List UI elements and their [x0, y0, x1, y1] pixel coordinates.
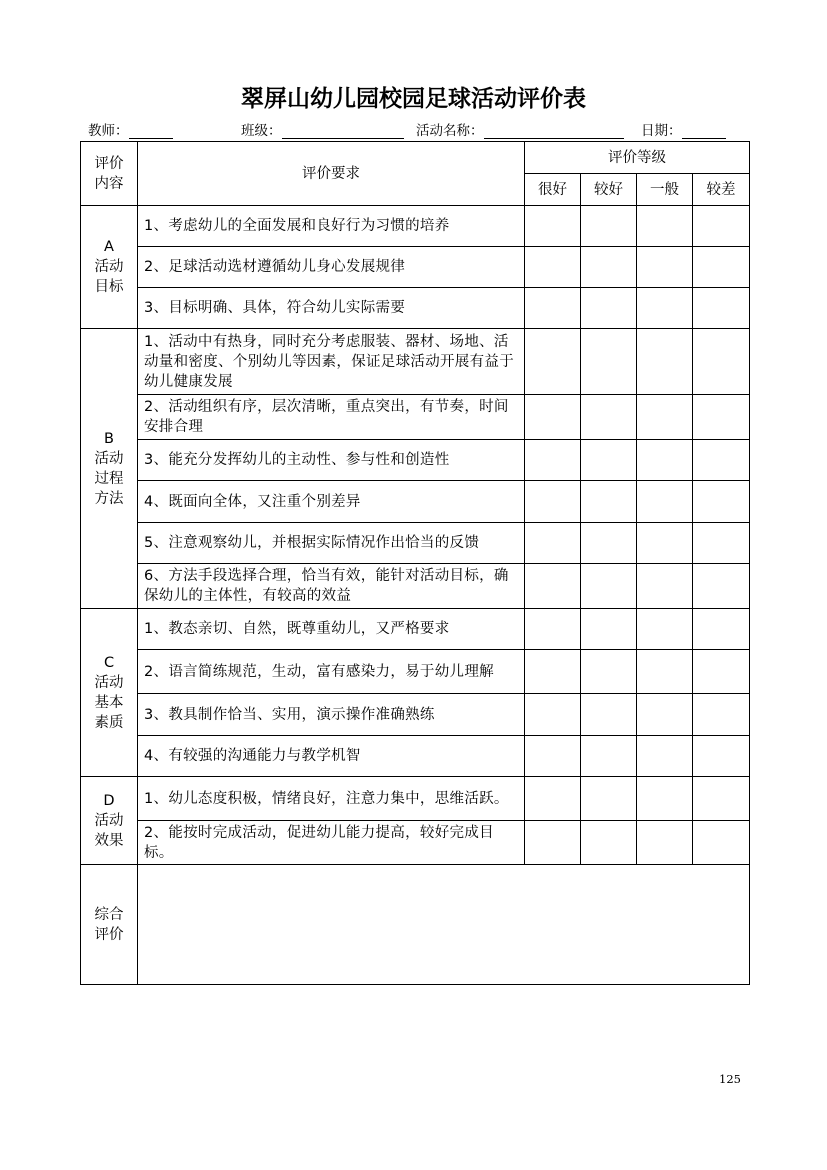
summary-label: [81, 865, 138, 985]
teacher-blank[interactable]: [129, 123, 173, 139]
grade-cell[interactable]: [581, 440, 637, 481]
grade-cell[interactable]: [525, 329, 581, 395]
grade-header-average: 一般: [637, 174, 693, 206]
grade-cell[interactable]: [693, 821, 750, 865]
grade-cell[interactable]: [581, 821, 637, 865]
table-row: [81, 329, 750, 395]
table-row: [81, 821, 750, 865]
grade-cell[interactable]: [693, 206, 750, 247]
activity-blank[interactable]: [484, 123, 624, 139]
teacher-label: 教师：: [88, 123, 129, 139]
class-blank[interactable]: [282, 123, 404, 139]
activity-field[interactable]: [416, 119, 624, 139]
grade-cell[interactable]: [637, 481, 693, 523]
header-requirement-cell: 评价要求: [138, 142, 525, 206]
class-label: 班级：: [241, 123, 282, 139]
section-b-label: [81, 329, 138, 609]
requirement-text: 2、语言简练规范，生动，富有感染力，易于幼儿理解: [138, 650, 525, 694]
class-field[interactable]: [241, 119, 404, 139]
section-label-line: 效果: [94, 832, 124, 849]
evaluation-table: [80, 141, 750, 985]
table-row: [81, 865, 750, 985]
grade-cell[interactable]: [525, 395, 581, 440]
requirement-text: 2、活动组织有序，层次清晰，重点突出，有节奏，时间安排合理: [138, 395, 525, 440]
grade-cell[interactable]: [637, 395, 693, 440]
grade-cell[interactable]: [637, 736, 693, 777]
summary-input-area[interactable]: [138, 865, 750, 985]
grade-cell[interactable]: [693, 288, 750, 329]
activity-label: 活动名称：: [416, 123, 484, 139]
grade-cell[interactable]: [637, 523, 693, 564]
section-label-line: D: [103, 792, 115, 809]
requirement-text: 5、注意观察幼儿，并根据实际情况作出恰当的反馈: [138, 523, 525, 564]
page-number: 125: [719, 1072, 741, 1086]
requirement-text: 1、幼儿态度积极，情绪良好，注意力集中，思维活跃。: [138, 777, 525, 821]
header-content-line: 内容: [94, 175, 124, 192]
requirement-text: 3、目标明确、具体，符合幼儿实际需要: [138, 288, 525, 329]
date-blank[interactable]: [682, 123, 726, 139]
grade-cell[interactable]: [581, 329, 637, 395]
grade-header-poor: 较差: [693, 174, 750, 206]
grade-cell[interactable]: [525, 609, 581, 650]
grade-cell[interactable]: [581, 206, 637, 247]
grade-cell[interactable]: [637, 288, 693, 329]
section-label-line: 活动: [94, 812, 124, 829]
table-row: [81, 523, 750, 564]
table-row: [81, 395, 750, 440]
table-row: [81, 650, 750, 694]
section-d-label: [81, 777, 138, 865]
grade-cell[interactable]: [581, 247, 637, 288]
grade-cell[interactable]: [693, 247, 750, 288]
requirement-text: 6、方法手段选择合理，恰当有效，能针对活动目标，确保幼儿的主体性，有较高的效益: [138, 564, 525, 609]
grade-cell[interactable]: [637, 440, 693, 481]
section-label-line: 过程: [94, 470, 124, 487]
grade-cell[interactable]: [693, 395, 750, 440]
section-label-line: 素质: [94, 714, 124, 731]
section-label-line: 基本: [94, 694, 124, 711]
grade-cell[interactable]: [581, 777, 637, 821]
grade-cell[interactable]: [693, 481, 750, 523]
grade-cell[interactable]: [693, 564, 750, 609]
requirement-text: 3、教具制作恰当、实用，演示操作准确熟练: [138, 694, 525, 736]
grade-cell[interactable]: [637, 247, 693, 288]
grade-cell[interactable]: [525, 523, 581, 564]
grade-cell[interactable]: [693, 440, 750, 481]
grade-cell[interactable]: [525, 564, 581, 609]
grade-cell[interactable]: [637, 206, 693, 247]
header-content-line: 评价: [94, 155, 124, 172]
grade-cell[interactable]: [637, 609, 693, 650]
grade-cell[interactable]: [637, 650, 693, 694]
table-row: [81, 440, 750, 481]
teacher-field[interactable]: [88, 119, 173, 139]
grade-cell[interactable]: [525, 821, 581, 865]
table-row: [81, 481, 750, 523]
table-row: [81, 694, 750, 736]
header-grade-cell: 评价等级: [525, 142, 750, 174]
table-row: [81, 564, 750, 609]
section-label-line: 活动: [94, 674, 124, 691]
grade-cell[interactable]: [693, 736, 750, 777]
grade-cell[interactable]: [581, 564, 637, 609]
grade-cell[interactable]: [581, 523, 637, 564]
requirement-text: 1、活动中有热身，同时充分考虑服装、器材、场地、活动量和密度、个别幼儿等因素，保证足球活动开展有益于幼儿健康发展: [138, 329, 525, 395]
page-title: 翠屏山幼儿园校园足球活动评价表: [241, 86, 586, 112]
grade-cell[interactable]: [581, 736, 637, 777]
section-a-label: [81, 206, 138, 329]
grade-cell[interactable]: [693, 694, 750, 736]
header-content-cell: [81, 142, 138, 206]
grade-cell[interactable]: [637, 777, 693, 821]
table-row: [81, 736, 750, 777]
date-label: 日期：: [641, 123, 682, 139]
table-row: [81, 609, 750, 650]
grade-cell[interactable]: [637, 564, 693, 609]
grade-cell[interactable]: [525, 288, 581, 329]
requirement-text: 2、能按时完成活动，促进幼儿能力提高，较好完成目标。: [138, 821, 525, 865]
summary-label-line: 综合: [94, 906, 124, 923]
grade-cell[interactable]: [525, 206, 581, 247]
grade-cell[interactable]: [581, 650, 637, 694]
date-field[interactable]: [641, 119, 726, 139]
grade-cell[interactable]: [581, 609, 637, 650]
grade-cell[interactable]: [525, 694, 581, 736]
grade-cell[interactable]: [693, 329, 750, 395]
summary-label-line: 评价: [94, 926, 124, 943]
table-row: [81, 777, 750, 821]
grade-cell[interactable]: [525, 650, 581, 694]
table-row: [81, 247, 750, 288]
section-label-line: 活动: [94, 259, 124, 275]
section-label-line: C: [103, 654, 115, 671]
requirement-text: 3、能充分发挥幼儿的主动性、参与性和创造性: [138, 440, 525, 481]
grade-cell[interactable]: [581, 395, 637, 440]
requirement-text: 2、足球活动选材遵循幼儿身心发展规律: [138, 247, 525, 288]
grade-cell[interactable]: [525, 440, 581, 481]
requirement-text: 4、有较强的沟通能力与教学机智: [138, 736, 525, 777]
table-row: [81, 288, 750, 329]
grade-header-good: 较好: [581, 174, 637, 206]
grade-header-very-good: 很好: [525, 174, 581, 206]
requirement-text: 1、教态亲切、自然，既尊重幼儿，又严格要求: [138, 609, 525, 650]
section-label-line: B: [104, 430, 114, 447]
grade-cell[interactable]: [637, 694, 693, 736]
grade-cell[interactable]: [525, 777, 581, 821]
grade-cell[interactable]: [693, 523, 750, 564]
table-row: [81, 206, 750, 247]
section-label-line: 目标: [94, 279, 124, 295]
grade-cell[interactable]: [525, 247, 581, 288]
grade-cell[interactable]: [581, 288, 637, 329]
requirement-text: 1、考虑幼儿的全面发展和良好行为习惯的培养: [138, 206, 525, 247]
grade-cell[interactable]: [693, 777, 750, 821]
grade-cell[interactable]: [525, 736, 581, 777]
section-label-line: A: [104, 239, 114, 255]
grade-cell[interactable]: [693, 609, 750, 650]
section-label-line: 方法: [94, 490, 124, 507]
requirement-text: 4、既面向全体，又注重个别差异: [138, 481, 525, 523]
section-c-label: [81, 609, 138, 777]
grade-cell[interactable]: [637, 821, 693, 865]
section-label-line: 活动: [94, 450, 124, 467]
grade-cell[interactable]: [637, 329, 693, 395]
grade-cell[interactable]: [525, 481, 581, 523]
grade-cell[interactable]: [693, 650, 750, 694]
grade-cell[interactable]: [581, 481, 637, 523]
grade-cell[interactable]: [581, 694, 637, 736]
